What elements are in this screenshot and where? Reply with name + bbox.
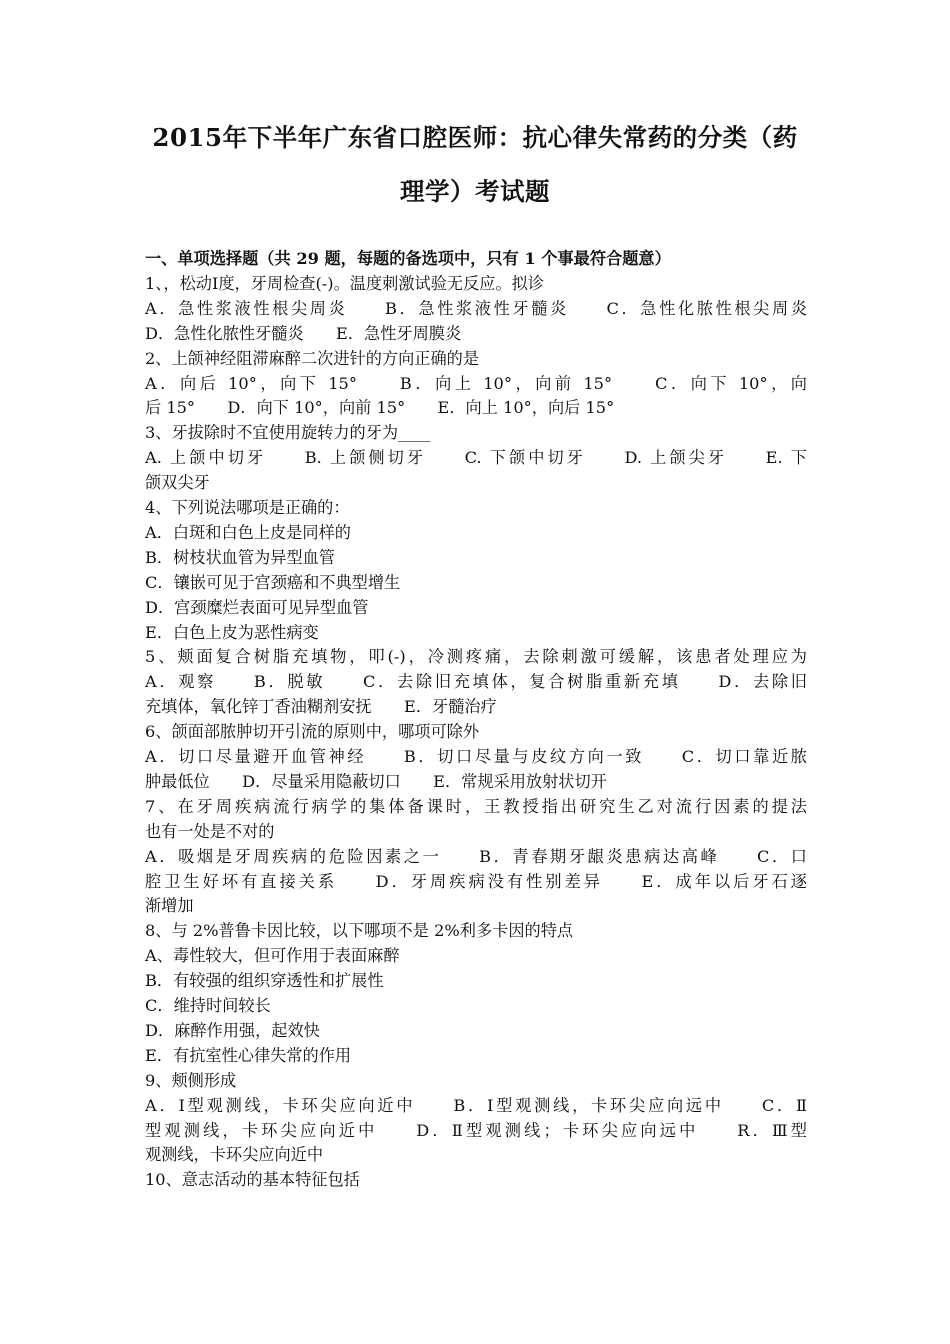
text-line: 6、颌面部脓肿切开引流的原则中，哪项可除外 (145, 722, 480, 742)
text-line: A. 上颌中切牙 B. 上颌侧切牙 C. 下颌中切牙 D. 上颌尖牙 E. 下 (145, 448, 807, 468)
text-line: A．急性浆液性根尖周炎 B．急性浆液性牙髓炎 C．急性化脓性根尖周炎 (145, 298, 807, 318)
text-line: A．白斑和白色上皮是同样的 (145, 522, 351, 542)
text-line: 7、在牙周疾病流行病学的集体备课时，王教授指出研究生乙对流行因素的提法 (145, 796, 807, 816)
text-line: D．麻醉作用强，起效快 (145, 1020, 320, 1040)
text-line: 渐增加 (145, 896, 194, 916)
text-line: 腔卫生好坏有直接关系 D．牙周疾病没有性别差异 E．成年以后牙石逐 (145, 871, 807, 891)
text-line: 9、颊侧形成 (145, 1070, 237, 1090)
text-line: B．有较强的组织穿透性和扩展性 (145, 971, 384, 991)
text-line: A．Ⅰ型观测线，卡环尖应向近中 B．Ⅰ型观测线，卡环尖应向远中 C．Ⅱ (145, 1095, 807, 1115)
text-line: 2、上颌神经阻滞麻醉二次进针的方向正确的是 (145, 348, 480, 368)
text-line: C．镶嵌可见于宫颈癌和不典型增生 (145, 572, 401, 592)
text-line: D．宫颈糜烂表面可见异型血管 (145, 597, 369, 617)
text-line: 观测线，卡环尖应向近中 (145, 1145, 324, 1165)
text-line: A．吸烟是牙周疾病的危险因素之一 B．青春期牙龈炎患病达高峰 C．口 (145, 846, 807, 866)
text-line: 颌双尖牙 (145, 473, 210, 493)
text-line: 也有一处是不对的 (145, 821, 275, 841)
text-line: 型观测线，卡环尖应向近中 D．Ⅱ型观测线；卡环尖应向远中 R．Ⅲ型 (145, 1120, 807, 1140)
text-line: 4、下列说法哪项是正确的： (145, 498, 350, 517)
text-line: 1、，松动Ⅰ度，牙周检查(-)。温度刺激试验无反应。拟诊 (145, 273, 545, 293)
text-line: 后 15° D．向下 10°，向前 15° E．向上 10°，向后 15° (145, 398, 615, 418)
text-line: A、毒性较大，但可作用于表面麻醉 (145, 946, 400, 966)
text-line: A．切口尽量避开血管神经 B．切口尽量与皮纹方向一致 C．切口靠近脓 (145, 747, 807, 766)
text-line: 肿最低位 D．尽量采用隐蔽切口 E．常规采用放射状切开 (145, 771, 607, 791)
text-line: E．白色上皮为恶性病变 (145, 622, 319, 642)
text-line: E．有抗室性心律失常的作用 (145, 1045, 352, 1065)
section-heading: 一、单项选择题（共 29 题，每题的备选项中，只有 1 个事最符合题意） (145, 249, 671, 268)
text-line: C．维持时间较长 (145, 996, 271, 1015)
document-title-line-1: 2015年下半年广东省口腔医师：抗心律失常药的分类（药 (152, 123, 798, 152)
document-title-line-2: 理学）考试题 (400, 177, 550, 206)
text-line: 3、牙拔除时不宜使用旋转力的牙为____ (145, 423, 431, 443)
text-line: 充填体，氧化锌丁香油糊剂安抚 E．牙髓治疗 (145, 697, 497, 717)
text-line: A．向后 10°，向下 15° B．向上 10°，向前 15° C．向下 10°，向 (145, 373, 807, 393)
text-line: B．树枝状血管为异型血管 (145, 547, 335, 567)
text-line: 10、意志活动的基本特征包括 (145, 1170, 360, 1190)
text-line: 5、颊面复合树脂充填物，叩(-)，冷测疼痛，去除刺激可缓解，该患者处理应为 (145, 647, 807, 667)
text-line: D．急性化脓性牙髓炎 E．急性牙周膜炎 (145, 323, 462, 343)
text-line: A．观察 B．脱敏 C．去除旧充填体，复合树脂重新充填 D．去除旧 (145, 672, 807, 692)
text-line: 8、与 2%普鲁卡因比较，以下哪项不是 2%利多卡因的特点 (145, 921, 574, 941)
